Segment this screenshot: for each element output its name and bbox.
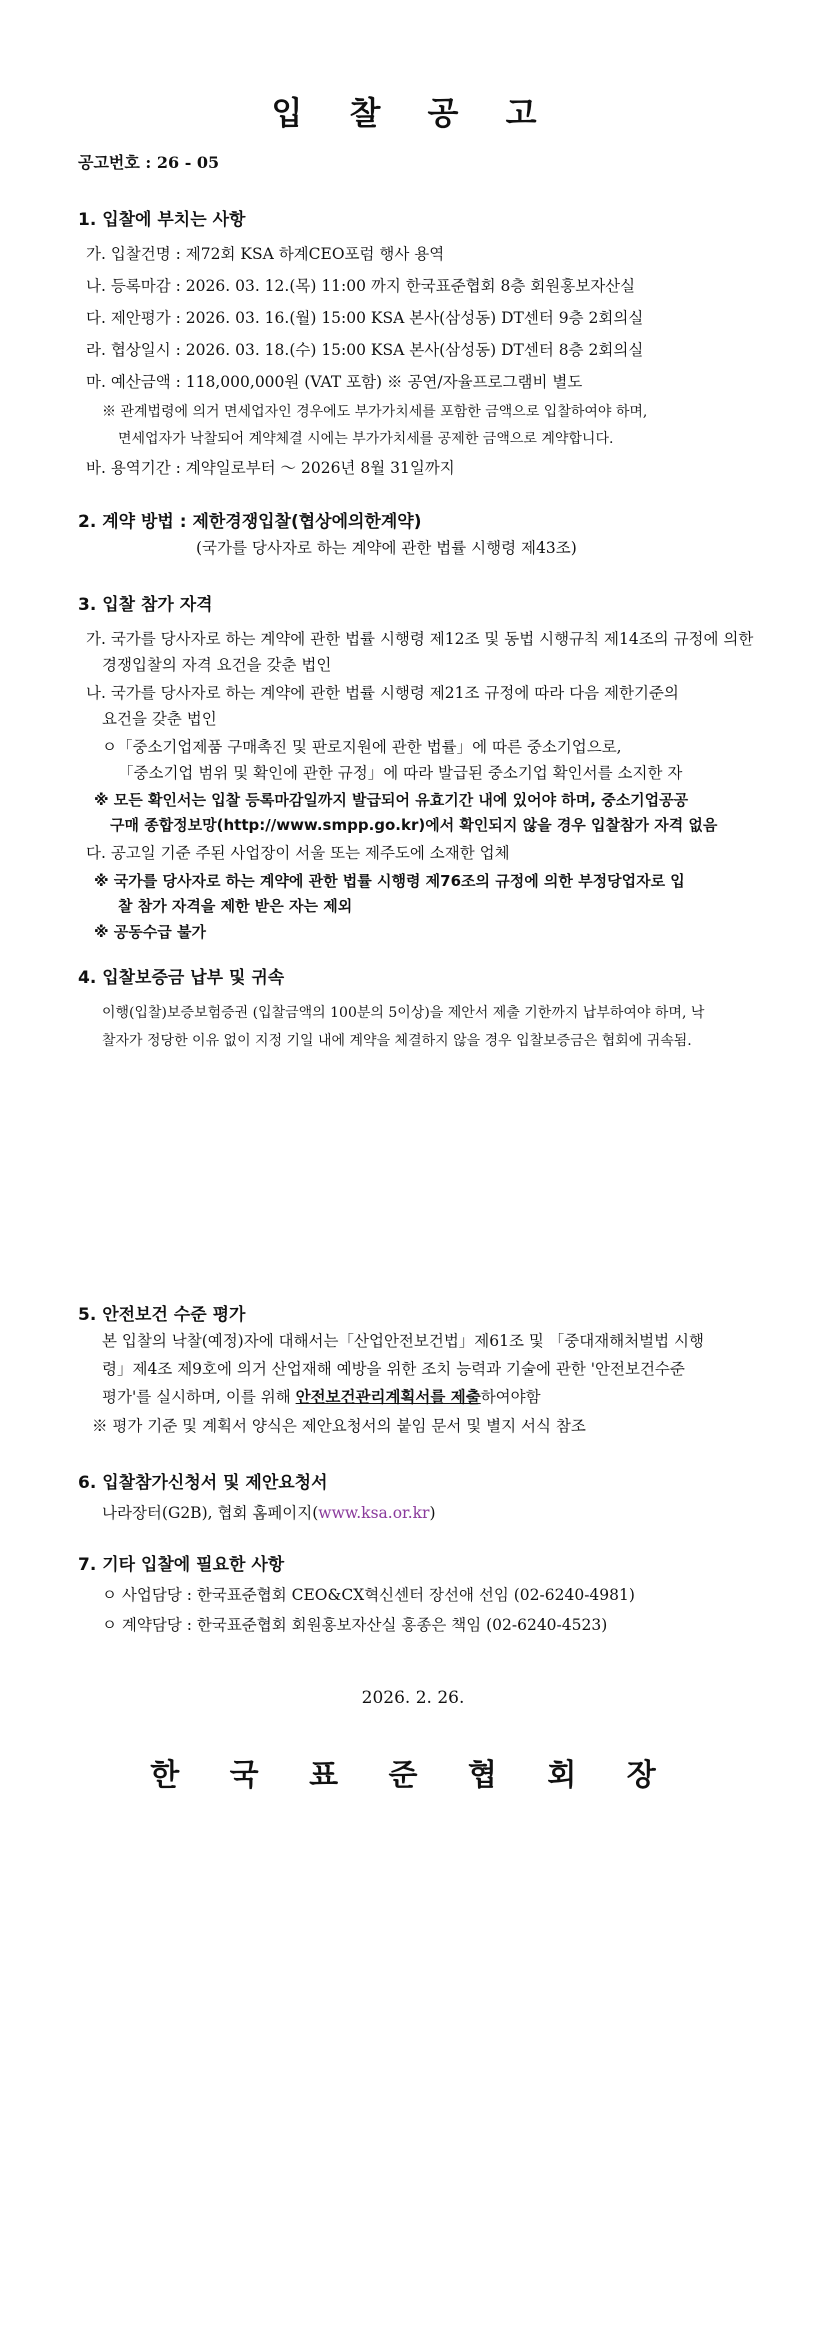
s5-line: 령」제4조 제9호에 의거 산업재해 예방을 위한 조치 능력과 기술에 관한 '안전보건수준 xyxy=(102,1360,685,1378)
s1-note: 면세업자가 낙찰되어 계약체결 시에는 부가가치세를 공제한 금액으로 계약합니다. xyxy=(118,431,614,447)
s1-line: 바. 용역기간 : 계약일로부터 ～ 2026년 8월 31일까지 xyxy=(86,459,455,477)
section-6-heading: 6. 입찰참가신청서 및 제안요청서 xyxy=(78,1473,328,1493)
s6-text: 나라장터(G2B), 협회 홈페이지( xyxy=(102,1504,319,1522)
s1-line: 다. 제안평가 : 2026. 03. 16.(월) 15:00 KSA 본사(삼성동) DT센터 9층 2회의실 xyxy=(86,309,644,327)
s3-line: 「중소기업 범위 및 확인에 관한 규정」에 따라 발급된 중소기업 확인서를 소지한 자 xyxy=(118,764,683,782)
s4-line: 찰자가 정당한 이유 없이 지정 기일 내에 계약을 체결하지 않을 경우 입찰보증금은 협회에 귀속됨. xyxy=(102,1033,692,1049)
s1-line: 마. 예산금액 : 118,000,000원 (VAT 포함) ※ 공연/자율프로그램비 별도 xyxy=(86,373,583,391)
section-2-heading: 2. 계약 방법 : 제한경쟁입찰(협상에의한계약) xyxy=(78,512,422,532)
s3-line: ㅇ「중소기업제품 구매촉진 및 판로지원에 관한 법률」에 따른 중소기업으로, xyxy=(102,738,622,756)
section-7-heading: 7. 기타 입찰에 필요한 사항 xyxy=(78,1555,285,1575)
s3-line: 경쟁입찰의 자격 요건을 갖춘 법인 xyxy=(102,656,332,674)
notice-number: 공고번호 : 26 - 05 xyxy=(78,153,220,172)
s3-line: 요건을 갖춘 법인 xyxy=(102,710,217,728)
s7-contact-business: ㅇ 사업담당 : 한국표준협회 CEO&CX혁신센터 장선애 선임 (02-6240-4981) xyxy=(102,1586,635,1604)
s6-text: ) xyxy=(429,1504,436,1522)
section-4-heading: 4. 입찰보증금 납부 및 귀속 xyxy=(78,968,285,988)
s6-line xyxy=(102,1502,436,1524)
s3-line: 가. 국가를 당사자로 하는 계약에 관한 법률 시행령 제12조 및 동법 시행규칙 제14조의 규정에 의한 xyxy=(86,630,754,648)
s7-contact-contract: ㅇ 계약담당 : 한국표준협회 회원홍보자산실 홍종은 책임 (02-6240-4523) xyxy=(102,1616,608,1634)
s5-text: 평가'를 실시하며, 이를 위해 xyxy=(102,1388,296,1406)
s5-text: 하여야함 xyxy=(480,1388,541,1406)
s4-line: 이행(입찰)보증보험증권 (입찰금액의 100분의 5이상)을 제안서 제출 기한까지 납부하여야 하며, 낙 xyxy=(102,1005,705,1021)
s3-warning: ※ 공동수급 불가 xyxy=(94,923,206,941)
s3-warning: ※ 모든 확인서는 입찰 등록마감일까지 발급되어 유효기간 내에 있어야 하며, 중소기업공공 xyxy=(94,791,689,809)
s5-note: ※ 평가 기준 및 계획서 양식은 제안요청서의 붙임 문서 및 별지 서식 참조 xyxy=(92,1417,586,1435)
s3-warning: 찰 참가 자격을 제한 받은 자는 제외 xyxy=(118,897,353,915)
s3-line: 다. 공고일 기준 주된 사업장이 서울 또는 제주도에 소재한 업체 xyxy=(86,844,510,862)
s3-warning: 구매 종합정보망(http://www.smpp.go.kr)에서 확인되지 않을 경우 입찰참가 자격 없음 xyxy=(110,816,718,834)
s1-line: 나. 등록마감 : 2026. 03. 12.(목) 11:00 까지 한국표준협회 8층 회원홍보자산실 xyxy=(86,277,636,295)
ksa-homepage-link[interactable]: www.ksa.or.kr xyxy=(318,1504,430,1522)
notice-date: 2026. 2. 26. xyxy=(361,1688,465,1708)
signature: 한 국 표 준 협 회 장 xyxy=(150,1758,676,1793)
s5-line xyxy=(102,1386,541,1408)
s1-line: 가. 입찰건명 : 제72회 KSA 하계CEO포럼 행사 용역 xyxy=(86,245,445,263)
document-title: 입 찰 공 고 xyxy=(271,94,555,132)
section-5-heading: 5. 안전보건 수준 평가 xyxy=(78,1305,246,1325)
s2-line: (국가를 당사자로 하는 계약에 관한 법률 시행령 제43조) xyxy=(196,539,577,557)
s1-line: 라. 협상일시 : 2026. 03. 18.(수) 15:00 KSA 본사(삼성동) DT센터 8층 2회의실 xyxy=(86,341,644,359)
safety-plan-emphasis: 안전보건관리계획서를 제출 xyxy=(295,1387,481,1406)
s3-line: 나. 국가를 당사자로 하는 계약에 관한 법률 시행령 제21조 규정에 따라 다음 제한기준의 xyxy=(86,684,679,702)
section-1-heading: 1. 입찰에 부치는 사항 xyxy=(78,210,246,230)
section-3-heading: 3. 입찰 참가 자격 xyxy=(78,595,213,615)
s1-note: ※ 관계법령에 의거 면세업자인 경우에도 부가가치세를 포함한 금액으로 입찰하여야 하며, xyxy=(102,404,648,420)
s3-warning: ※ 국가를 당사자로 하는 계약에 관한 법률 시행령 제76조의 규정에 의한 부정당업자로 입 xyxy=(94,872,685,890)
s5-line: 본 입찰의 낙찰(예정)자에 대해서는「산업안전보건법」제61조 및 「중대재해처벌법 시행 xyxy=(102,1332,704,1350)
